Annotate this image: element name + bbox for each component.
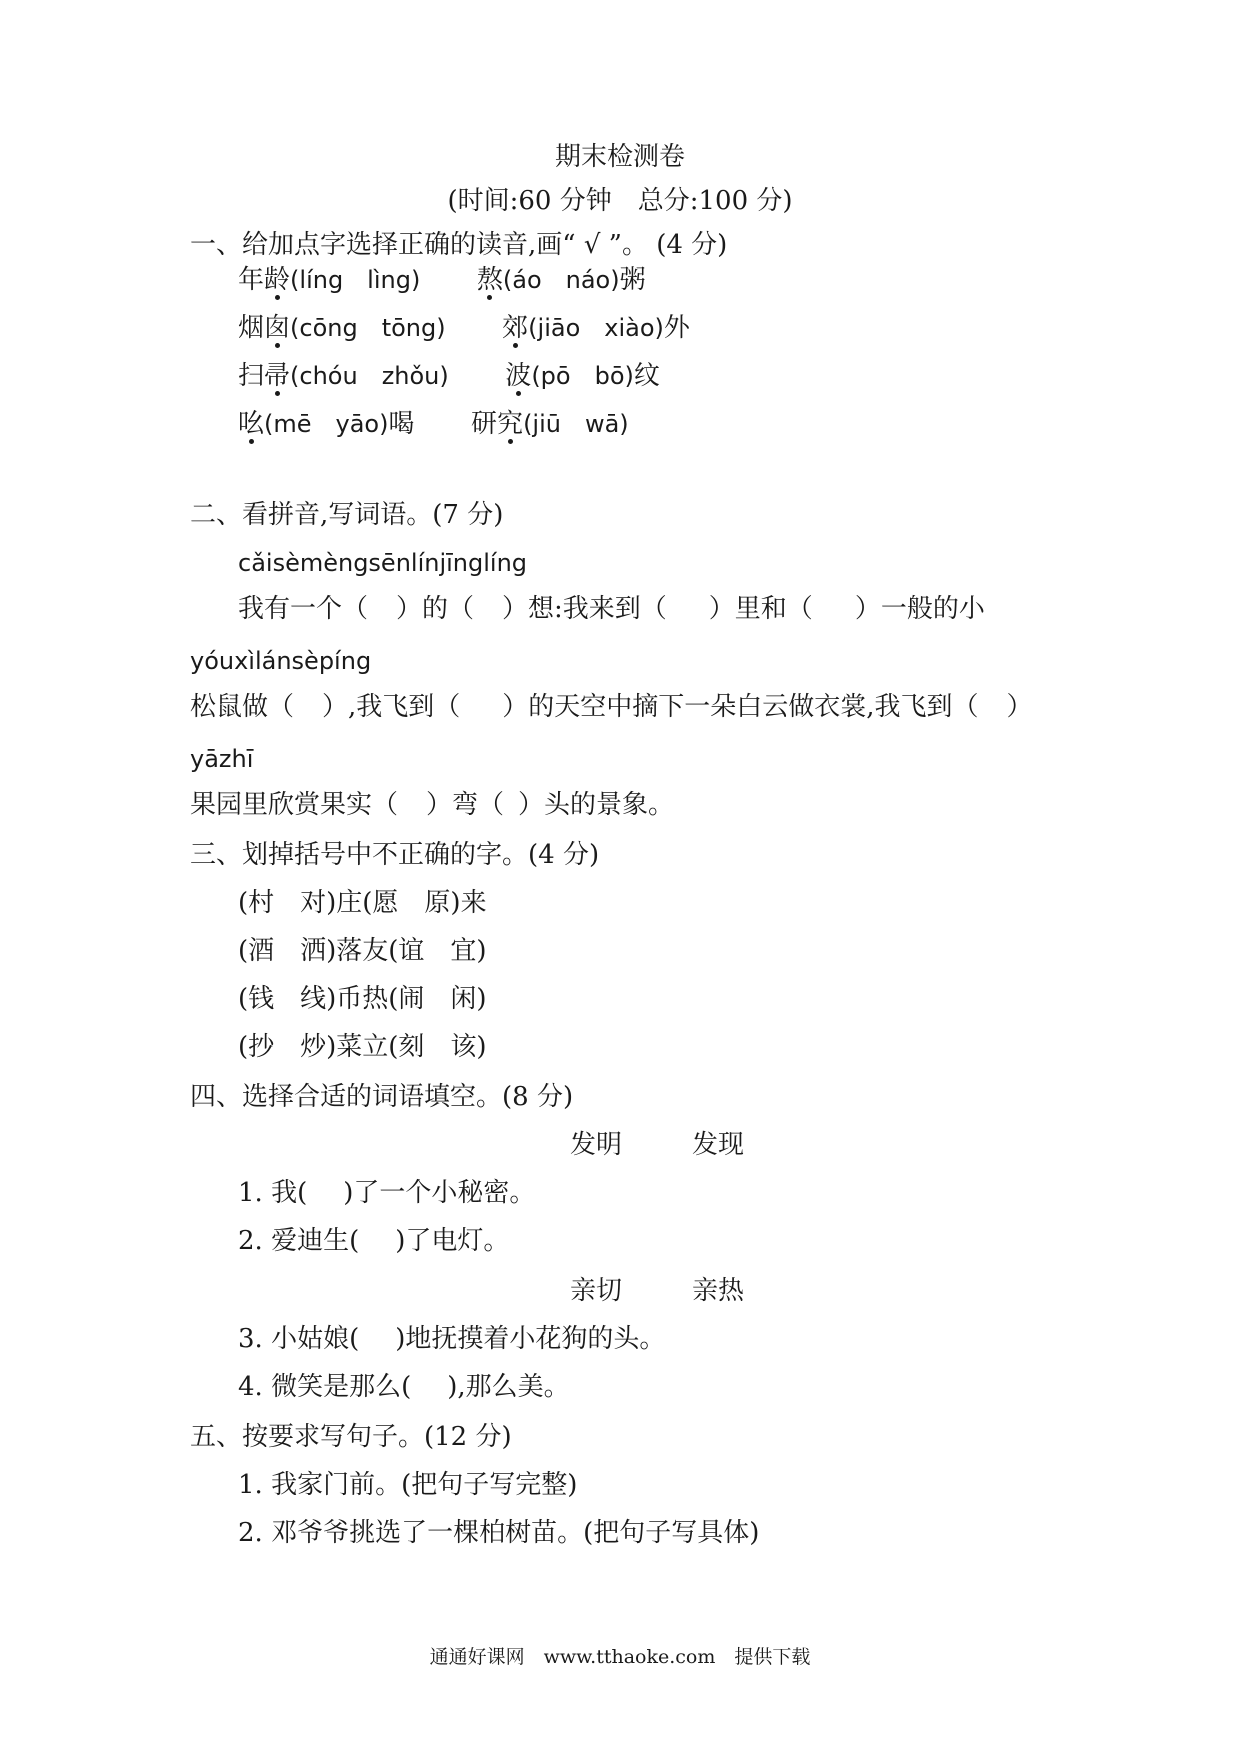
q3-item: (酒 洒)落友(谊 宜): [238, 936, 487, 966]
q1-row-b-post: 粥: [619, 265, 646, 295]
q4-word-group-2: [570, 1274, 744, 1308]
q1-row: [238, 311, 690, 345]
footer-credit: 通通好课网 www.tthaoke.com 提供下载: [429, 1646, 811, 1668]
q1-dotted-char: 波: [505, 361, 532, 391]
word-choice: 亲热: [692, 1276, 745, 1306]
q2-text: ）一般的小: [854, 594, 985, 624]
q3-item: (抄 炒)菜立(刻 该): [238, 1032, 487, 1062]
q2-pinyin-2: yóuxìlánsèpíng: [190, 647, 372, 675]
q2-heading: 二、看拼音,写词语。(7 分): [190, 500, 504, 530]
word-choice: 发现: [692, 1130, 745, 1160]
q1-dotted-char: 龄: [264, 265, 291, 295]
q4-item-3: [238, 1322, 665, 1356]
q2-text: ）,我飞到（: [322, 692, 461, 722]
q5-item-1: 1. 我家门前。(把句子写完整): [238, 1470, 578, 1500]
q1-options: (jiū wā): [523, 410, 629, 438]
q1-row-b-post: 外: [663, 313, 690, 343]
q1-row-a-pre: 扫: [238, 361, 265, 391]
q4-heading: 四、选择合适的词语填空。(8 分): [190, 1082, 574, 1112]
q1-dotted-char: 究: [497, 409, 524, 439]
q4-text: )地抚摸着小花狗的头。: [395, 1324, 666, 1354]
q1-row-a-pre: 年: [238, 265, 265, 295]
q5-item-2: 2. 邓爷爷挑选了一棵柏树苗。(把句子写具体): [238, 1518, 760, 1548]
q4-text: 4. 微笑是那么(: [238, 1372, 412, 1402]
word-choice: 发明: [570, 1130, 623, 1160]
q4-item-2: [238, 1224, 509, 1258]
q4-text: )了一个小秘密。: [343, 1178, 536, 1208]
q5-heading: 五、按要求写句子。(12 分): [190, 1422, 512, 1452]
q2-pinyin-1: cǎisèmèngsēnlínjīnglíng: [238, 549, 528, 577]
q2-text: ）头的景象。: [518, 790, 675, 820]
q4-text: 2. 爱迪生(: [238, 1226, 360, 1256]
q1-row: [238, 263, 646, 297]
q3-item: (村 对)庄(愿 原)来: [238, 888, 487, 918]
q1-row-a-post: 喝: [388, 409, 415, 439]
q1-options: (chóu zhǒu): [290, 362, 449, 390]
q2-line-2: [190, 690, 1033, 724]
page-subtitle: (时间:60 分钟 总分:100 分): [447, 186, 793, 216]
q2-text: 我有一个（: [238, 594, 369, 624]
q3-item: (钱 线)币热(闹 闲): [238, 984, 487, 1014]
q2-line-1: [238, 592, 985, 626]
q2-pinyin-3: yāzhī: [190, 745, 254, 773]
q1-row-b-post: 纹: [633, 361, 660, 391]
q1-row-a-pre: 烟: [238, 313, 265, 343]
q1-dotted-char: 囱: [264, 313, 291, 343]
q4-item-4: [238, 1370, 570, 1404]
word-choice: 亲切: [570, 1276, 623, 1306]
q2-text: ）: [1006, 692, 1033, 722]
q1-row: [238, 407, 629, 441]
q2-text: ）里和（: [708, 594, 813, 624]
q2-text: ）的（: [396, 594, 475, 624]
q1-row: [238, 359, 660, 393]
q3-heading: 三、划掉括号中不正确的字。(4 分): [190, 840, 600, 870]
q1-options: (pō bō): [531, 362, 634, 390]
q4-word-group-1: [570, 1128, 744, 1162]
q4-text: )了电灯。: [395, 1226, 510, 1256]
q2-text: ）的天空中摘下一朵白云做衣裳,我飞到（: [502, 692, 979, 722]
q1-heading: 一、给加点字选择正确的读音,画“ √ ”。 (4 分): [190, 230, 728, 260]
q1-dotted-char: 郊: [502, 313, 529, 343]
q1-options: (mē yāo): [264, 410, 389, 438]
q4-text: ),那么美。: [447, 1372, 570, 1402]
q4-item-1: [238, 1176, 535, 1210]
q4-text: 3. 小姑娘(: [238, 1324, 360, 1354]
q2-text: 果园里欣赏果实（: [190, 790, 399, 820]
q1-dotted-char: 帚: [264, 361, 291, 391]
q1-options: (jiāo xiào): [528, 314, 664, 342]
q4-text: 1. 我(: [238, 1178, 308, 1208]
q1-row-b-pre: 研: [471, 409, 498, 439]
q2-line-3: [190, 788, 674, 822]
q2-text: ）弯（: [426, 790, 505, 820]
q2-text: ）想:我来到（: [502, 594, 667, 624]
q1-dotted-char: 吆: [238, 409, 265, 439]
q1-options: (cōng tōng): [290, 314, 446, 342]
q2-text: 松鼠做（: [190, 692, 295, 722]
q1-options: (áo náo): [502, 266, 620, 294]
q1-options: (líng lìng): [290, 266, 421, 294]
q1-dotted-char: 熬: [476, 265, 503, 295]
page-title: 期末检测卷: [554, 142, 685, 172]
